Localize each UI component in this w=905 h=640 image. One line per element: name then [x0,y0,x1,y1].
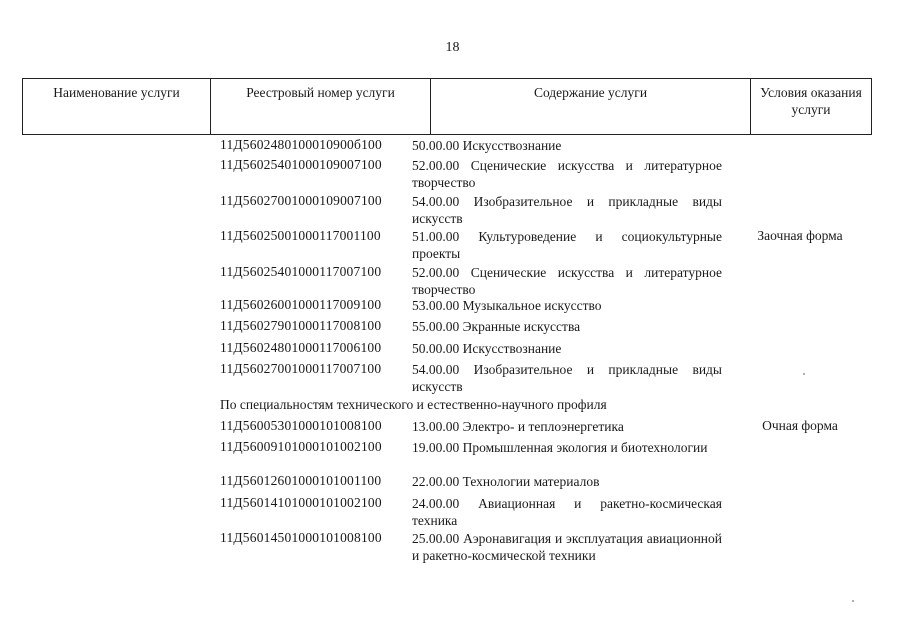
page-number: 18 [445,40,460,55]
section-title: По специальностям технического и естественно-научного профиля [220,397,607,412]
service-content: 54.00.00 Изобразительное и прикладные виды искусств [412,362,722,394]
service-content: 55.00.00 Экранные искусства [412,319,581,334]
service-content: 54.00.00 Изобразительное и прикладные виды искусств [412,194,722,226]
service-content: 52.00.00 Сценические искусства и литературное творчество [412,265,722,297]
service-content: 50.00.00 Искусствознание [412,138,562,153]
registry-number: 11Д5602480100010900б100 [220,137,382,152]
header-service-name: Наименование услуги [22,79,210,134]
condition-extramural: Заочная форма [757,228,843,243]
service-content: 19.00.00 Промышленная экология и биотехнологии [412,440,708,455]
table-header [22,78,872,135]
service-content: 50.00.00 Искусствознание [412,341,562,356]
registry-number: 11Д56024801000117006100 [220,340,382,355]
header-registry-number: Реестровый номер услуги [210,79,430,134]
registry-number: 11Д56005301000101008100 [220,418,382,433]
registry-number: 11Д56025401000117007100 [220,264,382,279]
header-conditions: Условия оказания услуги [750,79,872,134]
service-content: 13.00.00 Электро- и теплоэнергетика [412,419,624,434]
registry-number: 11Д56027001000117007100 [220,361,382,376]
service-content: 53.00.00 Музыкальное искусство [412,298,602,313]
condition-fulltime: Очная форма [762,418,838,433]
registry-number: 11Д56025401000109007100 [220,157,382,172]
service-content: 51.00.00 Культуроведение и социокультурные проекты [412,229,722,261]
registry-number: 11Д56009101000101002100 [220,439,382,454]
registry-number: 11Д56014501000101008100 [220,530,382,545]
service-content: 22.00.00 Технологии материалов [412,474,600,489]
registry-number: 11Д56026001000117009100 [220,297,382,312]
service-content: 24.00.00 Авиационная и ракетно-космическая техника [412,496,722,528]
registry-number: 11Д56025001000117001100 [220,228,381,243]
scan-speck [803,373,805,375]
registry-number: 11Д56027901000117008100 [220,318,382,333]
service-content: 52.00.00 Сценические искусства и литературное творчество [412,158,722,190]
scan-speck [852,600,854,602]
service-content: 25.00.00 Аэронавигация и эксплуатация авиационной и ракетно-космической техники [412,531,722,563]
registry-number: 11Д56027001000109007100 [220,193,382,208]
registry-number: 11Д56014101000101002100 [220,495,382,510]
header-service-content: Содержание услуги [430,79,750,134]
registry-number: 11Д56012601000101001100 [220,473,382,488]
